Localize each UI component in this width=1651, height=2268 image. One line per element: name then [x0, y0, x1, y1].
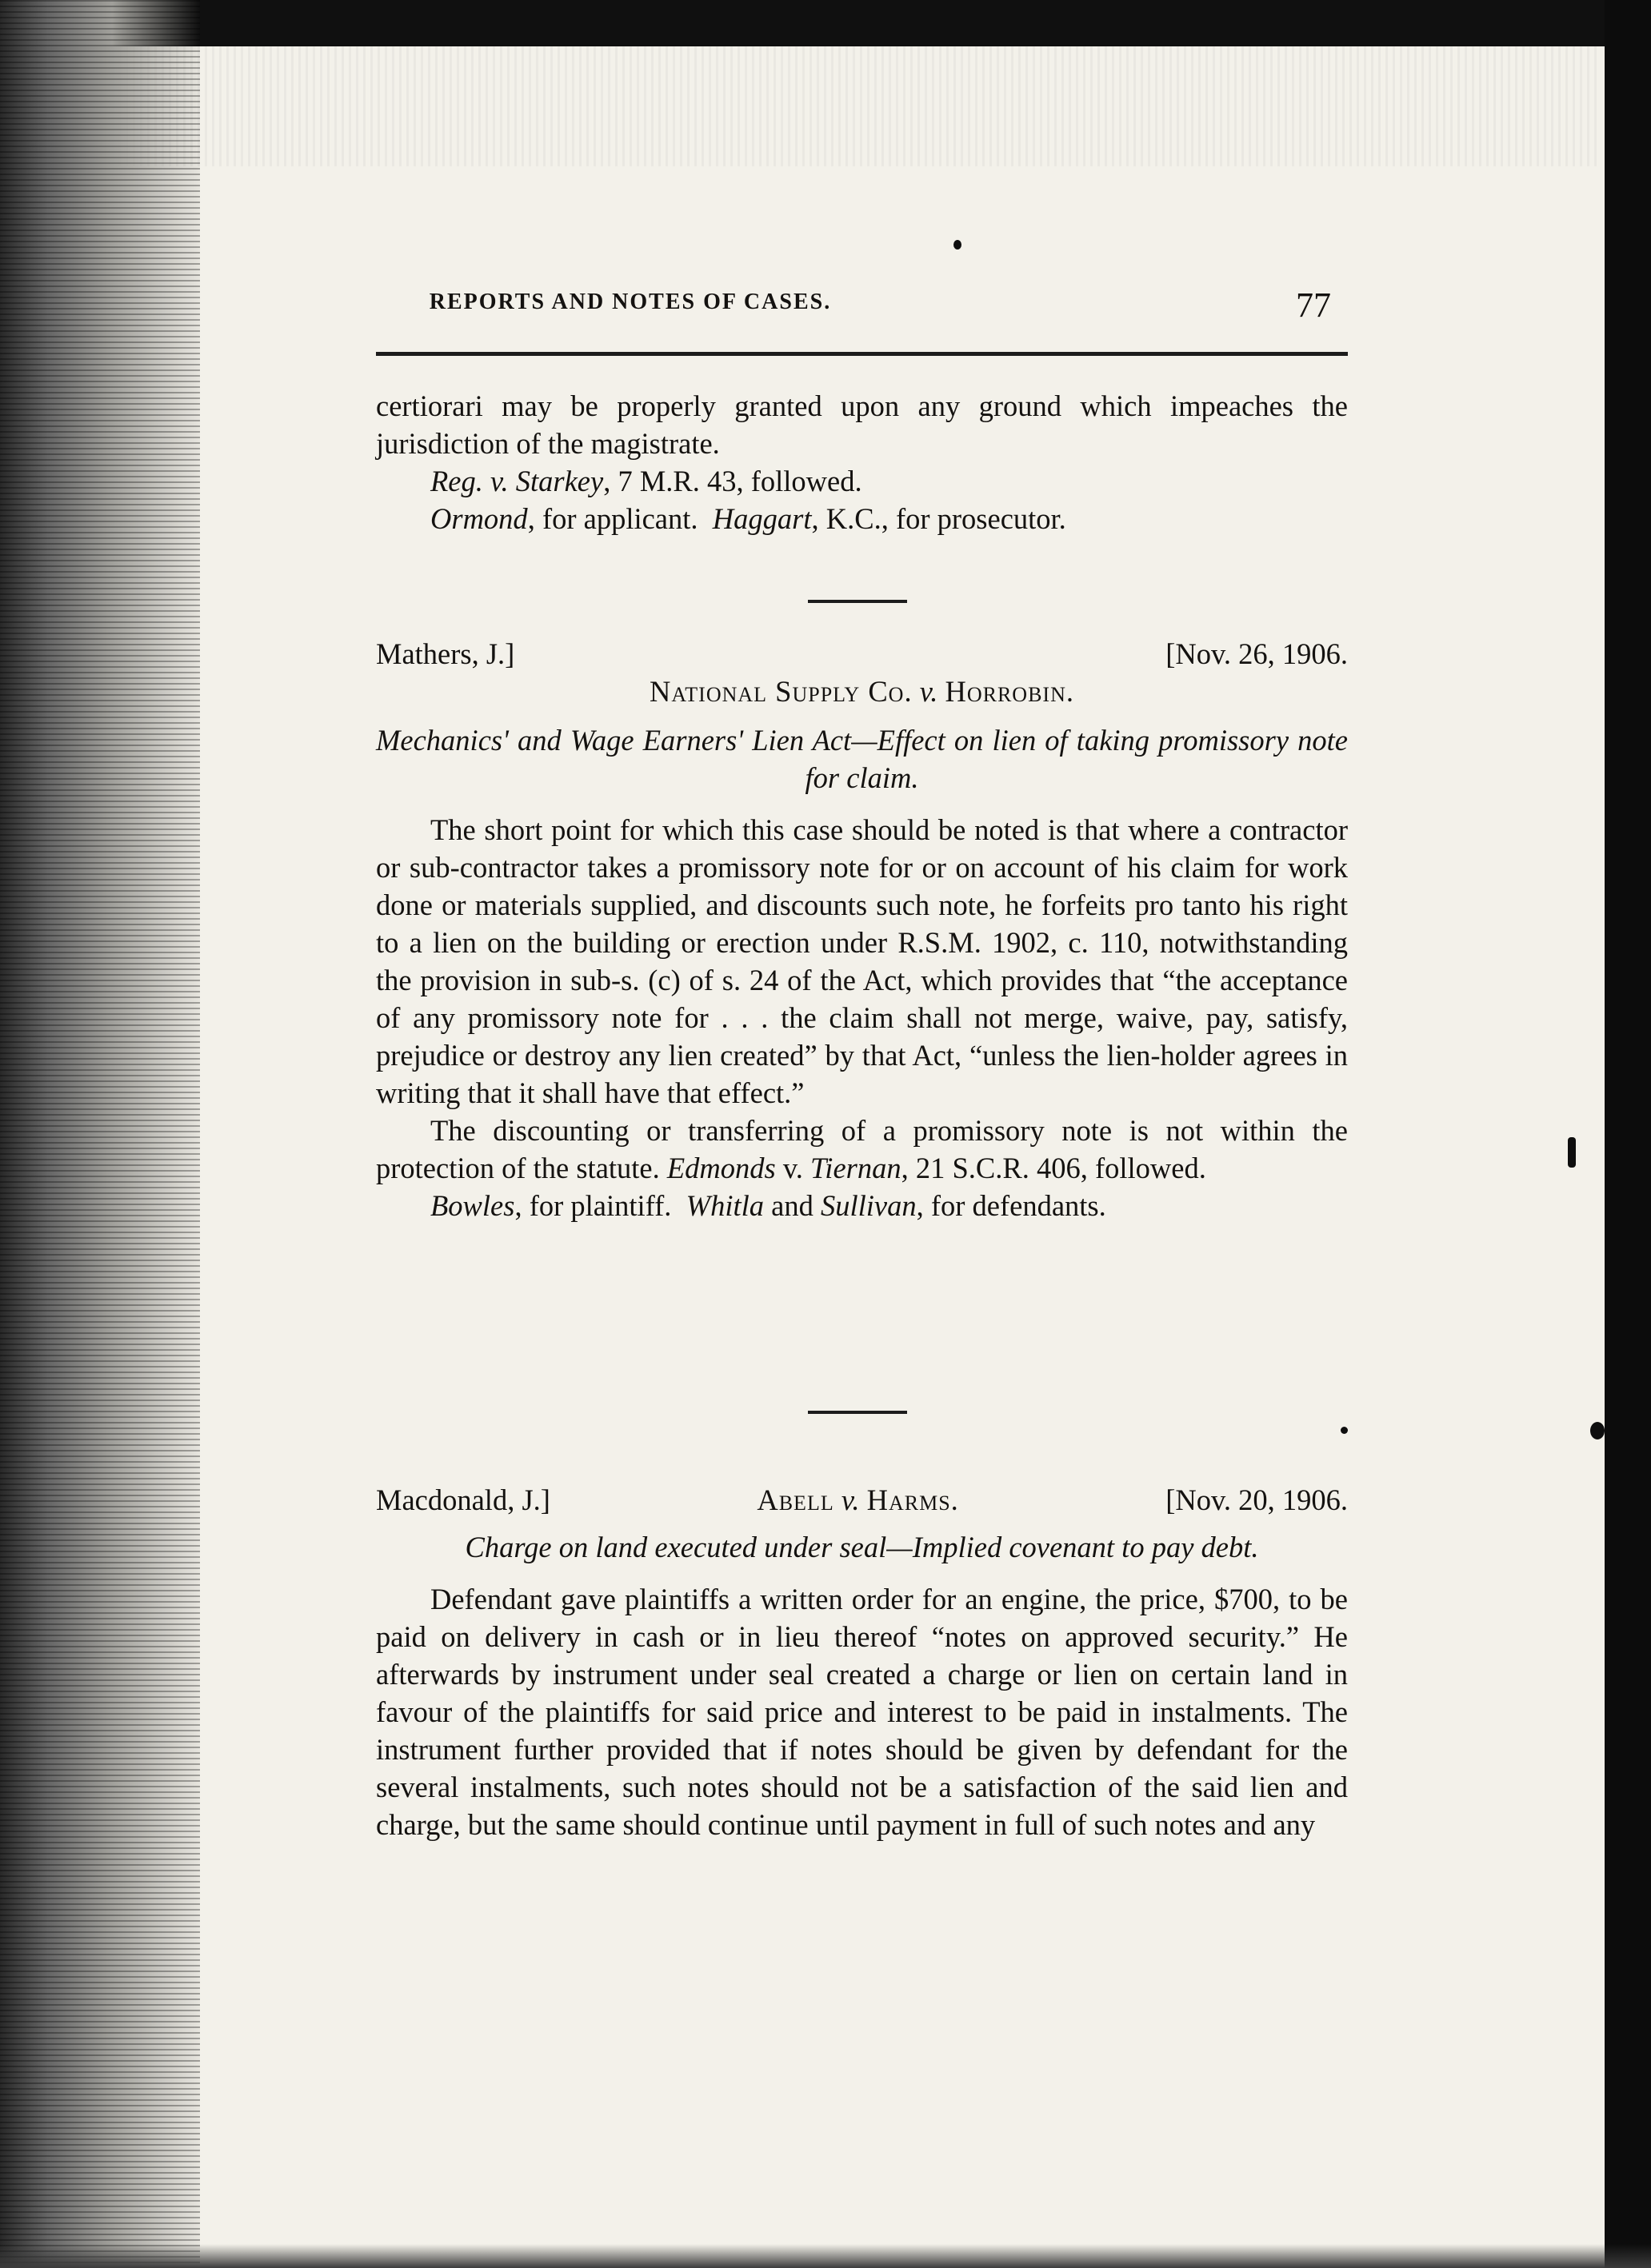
case-section-2: [376, 1481, 1348, 1843]
running-head: REPORTS AND NOTES OF CASES.: [429, 289, 832, 314]
case-caption-line: [376, 1481, 1348, 1519]
case-name: Reg. v. Starkey: [430, 465, 604, 497]
counsel-name: Ormond: [430, 502, 528, 535]
headnote: Charge on land executed under seal—Implied covenant to pay debt.: [465, 1531, 1259, 1563]
ink-spot: [1341, 1427, 1348, 1434]
case-name: Tiernan: [810, 1152, 901, 1184]
case-name: Edmonds: [666, 1152, 776, 1184]
counsel-line: Bowles, for plaintiff. Whitla and Sullivan, for defendants.: [430, 1189, 1106, 1222]
header-rule: [376, 352, 1348, 356]
ink-spot: [1590, 1422, 1605, 1439]
section-divider: [808, 600, 907, 603]
case-paragraph: The short point for which this case should be noted is that where a contractor or sub-contractor takes a promissory note for or on account of his claim for work done or materials supplied, and discounts such note, he forfeits pro tanto his right to a lien on the building or erection under R.S.M. 1902, c. 110, notwithstanding the provision in sub-s. (c) of s. 24 of the Act, which provides that “the acceptance of any promissory note for . . . the claim shall not merge, waive, pay, satisfy, prejudice or destroy any lien created” by that Act, “unless the lien-holder agrees in writing that it shall have that effect.”: [376, 813, 1348, 1109]
decision-date: [Nov. 26, 1906.: [1165, 637, 1348, 670]
headnote: Mechanics' and Wage Earners' Lien Act—Effect on lien of taking promissory note for claim.: [376, 724, 1348, 794]
case-title: National Supply Co. v. Horrobin.: [650, 675, 1074, 708]
counsel-name: Haggart: [712, 502, 812, 535]
followed-citation: [376, 462, 1348, 500]
counsel-name: Whitla: [686, 1189, 764, 1222]
judge-name: Mathers, J.]: [376, 637, 515, 670]
scan-bottom-edge: [0, 2244, 1651, 2268]
counsel-line: [376, 500, 1348, 537]
ink-spot: [1568, 1137, 1576, 1168]
case-paragraph: The discounting or transferring of a promissory note is not within the protection of the statute. Edmonds v. Tiernan, 21 S.C.R. 406, followed.: [376, 1114, 1348, 1184]
intro-paragraph: certiorari may be properly granted upon any ground which impeaches the jurisdiction of the magistrate.: [376, 389, 1348, 460]
counsel-name: Sullivan: [820, 1189, 917, 1222]
intro-section: [376, 387, 1348, 537]
scan-left-edge: [0, 0, 200, 2268]
counsel-name: Bowles: [430, 1189, 515, 1222]
case-caption-line: [376, 635, 1348, 673]
scan-noise: [32, 46, 1600, 166]
decision-date: [Nov. 20, 1906.: [1165, 1483, 1348, 1516]
scan-right-border: [1605, 0, 1651, 2268]
section-divider: [808, 1411, 907, 1414]
ink-spot: [953, 240, 961, 250]
scan-top-border: [0, 0, 1651, 46]
counsel-role: , for applicant.: [527, 502, 698, 535]
judge-name: Macdonald, J.]: [376, 1483, 550, 1516]
counsel-role: , K.C., for prosecutor.: [811, 502, 1066, 535]
case-title: Abell v. Harms.: [757, 1483, 959, 1516]
page-number: 77: [1296, 285, 1331, 325]
case-paragraph: Defendant gave plaintiffs a written order for an engine, the price, $700, to be paid on delivery in cash or in lieu thereof “notes on approved security.” He afterwards by instrument under seal created a charge or lien on certain land in favour of the plaintiffs for said price and interest to be paid in instalments. The instrument further provided that if notes should be given by defendant for the several instalments, such notes should not be a satisfaction of the said lien and charge, but the same should continue until payment in full of such notes and any: [376, 1583, 1348, 1841]
case-cite: , 7 M.R. 43, followed.: [603, 465, 862, 497]
case-section-1: [376, 635, 1348, 1224]
